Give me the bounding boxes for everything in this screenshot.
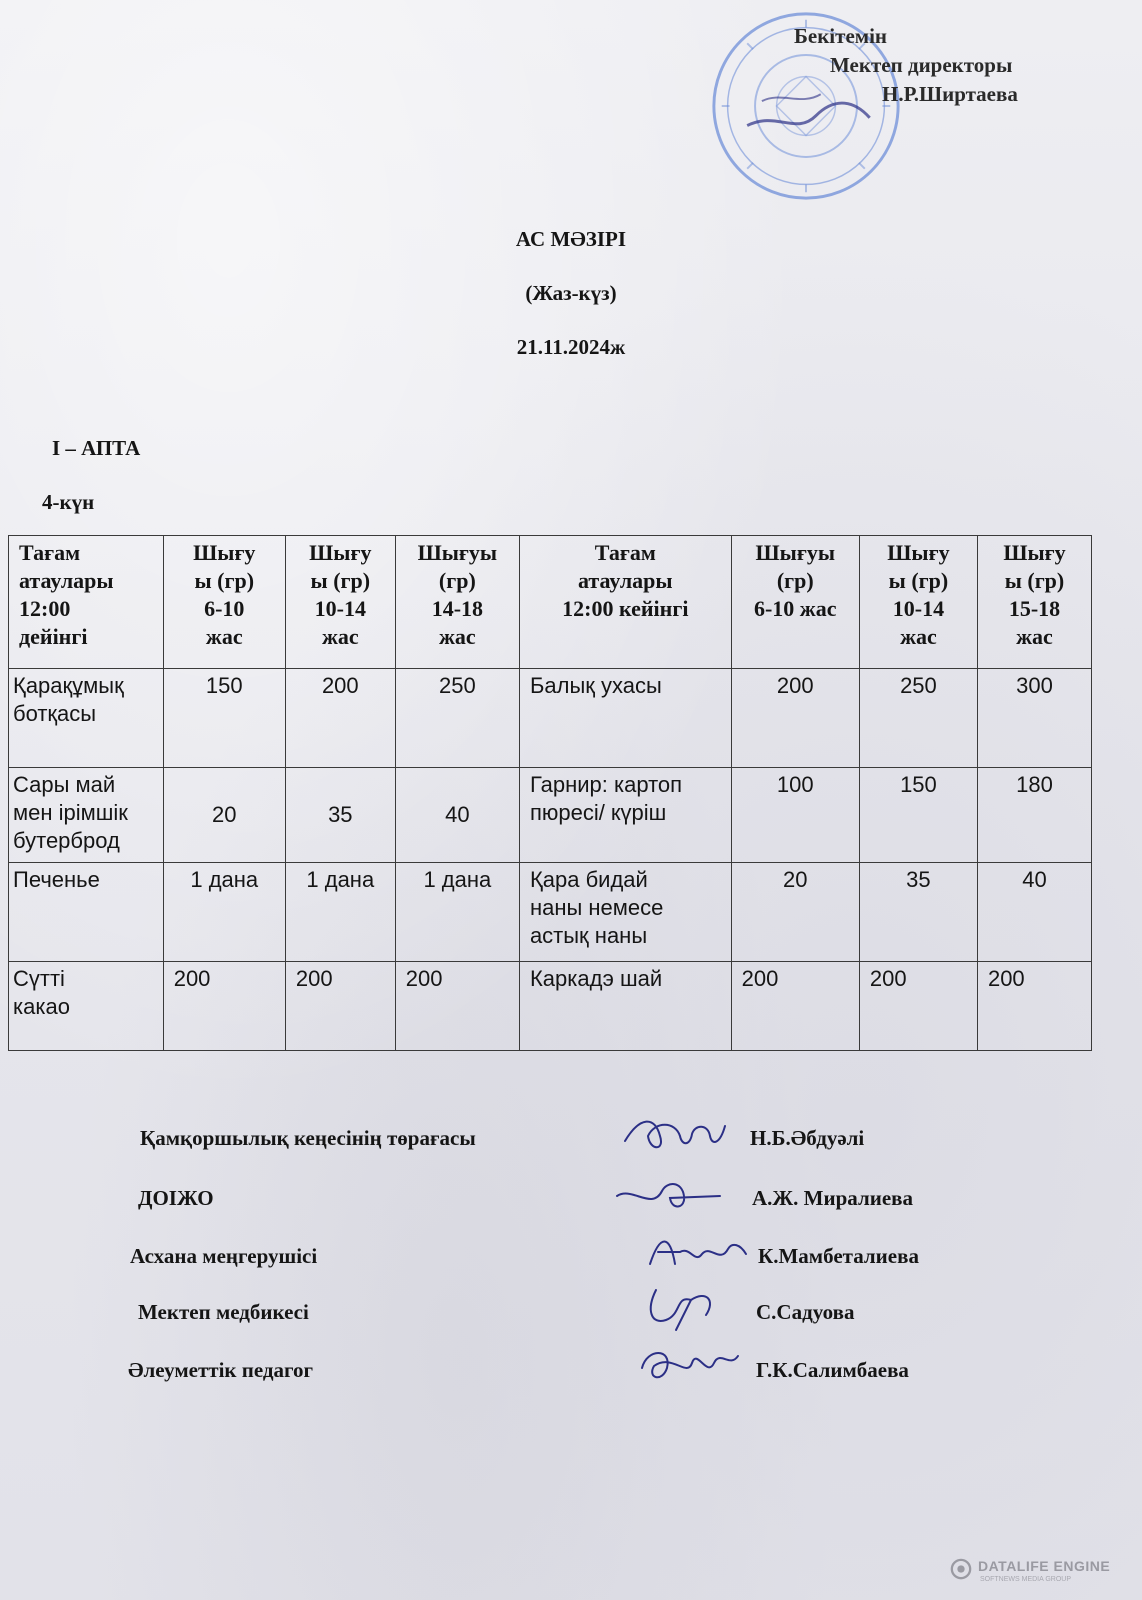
datalife-logo-icon: [950, 1558, 972, 1580]
cell-line: 10-14: [892, 596, 945, 621]
portion-cell: 150: [163, 669, 285, 768]
table-body: [9, 669, 1092, 1051]
portion-cell: 20: [731, 863, 859, 962]
day-label: 4-күн: [42, 490, 95, 514]
cell-line: 6-10 жас: [753, 596, 837, 621]
table-row: [9, 768, 1092, 863]
menu-table: [8, 535, 1092, 1051]
cell-line: 10-14: [314, 596, 366, 621]
dish-name-cell: [9, 962, 164, 1051]
cell-line: ы (гр): [888, 568, 949, 593]
signatory-role: Қамқоршылық кеңесінің төрағасы: [140, 1126, 476, 1150]
cell-line: (гр): [776, 568, 814, 593]
column-header: [9, 536, 164, 669]
handwritten-signature: [636, 1280, 746, 1340]
column-header: [163, 536, 285, 669]
cell-line: Сүтті: [13, 966, 65, 991]
week-label: І – АПТА: [52, 436, 141, 460]
portion-cell: 200: [731, 962, 859, 1051]
table-row: [9, 962, 1092, 1051]
handwritten-signature: [620, 1106, 730, 1166]
portion-cell: 250: [395, 669, 519, 768]
cell-line: пюресі/ күріш: [529, 800, 667, 825]
portion-cell: 40: [977, 863, 1091, 962]
cell-line: жас: [205, 624, 243, 649]
cell-line: Сары май: [13, 772, 116, 797]
handwritten-signature: [632, 1338, 742, 1398]
approval-director-name: Н.Р.Ширтаева: [882, 82, 1018, 106]
dish-name-cell: [9, 669, 164, 768]
watermark-subtitle: SOFTNEWS MEDIA GROUP: [980, 1576, 1072, 1583]
page-title: АС МӘЗІРІ: [515, 227, 627, 251]
cell-line: Шығу: [309, 540, 372, 565]
signatory-role: Әлеуметтік педагог: [128, 1358, 314, 1382]
portion-cell: 35: [285, 768, 395, 863]
watermark: [950, 1556, 1130, 1586]
column-header: [285, 536, 395, 669]
handwritten-signature: [612, 1166, 722, 1226]
cell-line: мен ірімшік: [13, 800, 128, 825]
cell-line: Қарақұмық: [13, 673, 124, 698]
cell-line: Шығуы: [417, 540, 498, 565]
season-label: (Жаз-күз): [525, 281, 617, 305]
portion-cell: 200: [285, 962, 395, 1051]
column-header: [731, 536, 859, 669]
cell-line: 12:00 кейінгі: [562, 596, 689, 621]
portion-cell: 150: [859, 768, 977, 863]
portion-cell: 200: [977, 962, 1091, 1051]
signature-row: [0, 1300, 1142, 1340]
column-header: [977, 536, 1091, 669]
cell-line: Каркадэ шай: [529, 966, 663, 991]
cell-line: астық наны: [529, 923, 648, 948]
dish-name-cell: [9, 863, 164, 962]
signatory-role: ДОІЖО: [138, 1186, 214, 1210]
cell-line: Тағам: [594, 540, 656, 565]
cell-line: жас: [1016, 624, 1053, 649]
portion-cell: 1 дана: [285, 863, 395, 962]
table-row: [9, 863, 1092, 962]
column-header: [519, 536, 731, 669]
cell-line: Тағам: [19, 540, 81, 565]
dish-name-cell: [519, 768, 731, 863]
portion-cell: 200: [731, 669, 859, 768]
portion-cell: 200: [163, 962, 285, 1051]
dish-name-cell: [9, 768, 164, 863]
cell-line: ы (гр): [194, 568, 255, 593]
signature-row: [0, 1244, 1142, 1284]
signature-row: [0, 1186, 1142, 1226]
cell-line: бутерброд: [13, 828, 120, 853]
table-row: [9, 669, 1092, 768]
dish-name-cell: [519, 962, 731, 1051]
handwritten-signature: [640, 1224, 750, 1284]
title-block: [0, 226, 1142, 388]
cell-line: ы (гр): [310, 568, 371, 593]
cell-line: какао: [13, 994, 70, 1019]
signatory-name: С.Садуова: [756, 1300, 855, 1324]
dish-name-cell: [519, 863, 731, 962]
cell-line: Шығу: [1003, 540, 1066, 565]
cell-line: жас: [438, 624, 476, 649]
portion-cell: 40: [395, 768, 519, 863]
cell-line: ы (гр): [1004, 568, 1065, 593]
signature-row: [0, 1358, 1142, 1398]
portion-cell: 1 дана: [163, 863, 285, 962]
cell-line: ботқасы: [13, 701, 97, 726]
cell-line: 15-18: [1008, 596, 1061, 621]
portion-cell: 300: [977, 669, 1091, 768]
portion-cell: 1 дана: [395, 863, 519, 962]
cell-line: 12:00: [19, 596, 71, 621]
approval-position: Мектеп директоры: [830, 53, 1013, 77]
cell-line: 14-18: [431, 596, 484, 621]
portion-cell: 200: [285, 669, 395, 768]
cell-line: жас: [900, 624, 937, 649]
approval-label: Бекітемін: [794, 24, 888, 48]
cell-line: жас: [321, 624, 359, 649]
approval-block: [790, 22, 1090, 109]
cell-line: Шығуы: [755, 540, 836, 565]
portion-cell: 35: [859, 863, 977, 962]
portion-cell: 200: [859, 962, 977, 1051]
portion-cell: 100: [731, 768, 859, 863]
column-header: [395, 536, 519, 669]
cell-line: Қара бидай: [529, 867, 648, 892]
cell-line: Шығу: [887, 540, 950, 565]
cell-line: 6-10: [204, 596, 245, 621]
portion-cell: 20: [163, 768, 285, 863]
signature-row: [0, 1126, 1142, 1166]
cell-line: атаулары: [577, 568, 673, 593]
signatory-role: Асхана меңгерушісі: [130, 1244, 318, 1268]
cell-line: атаулары: [19, 568, 114, 593]
cell-line: Шығу: [193, 540, 256, 565]
signatory-name: К.Мамбеталиева: [758, 1244, 919, 1268]
portion-cell: 180: [977, 768, 1091, 863]
signatory-name: Н.Б.Әбдуәлі: [750, 1126, 865, 1150]
menu-date: 21.11.2024ж: [516, 335, 626, 359]
cell-line: (гр): [438, 568, 476, 593]
signatory-name: Г.К.Салимбаева: [756, 1358, 909, 1382]
table-header-row: [9, 536, 1092, 669]
portion-cell: 250: [859, 669, 977, 768]
column-header: [859, 536, 977, 669]
cell-line: наны немесе: [529, 895, 664, 920]
cell-line: Балық ухасы: [529, 673, 662, 698]
watermark-title: DATALIFE ENGINE: [978, 1558, 1111, 1574]
cell-line: Печенье: [13, 867, 100, 892]
cell-line: Гарнир: картоп: [529, 772, 683, 797]
dish-name-cell: [519, 669, 731, 768]
signatory-name: А.Ж. Миралиева: [752, 1186, 914, 1210]
portion-cell: 200: [395, 962, 519, 1051]
cell-line: дейінгі: [19, 624, 88, 649]
signatory-role: Мектеп медбикесі: [138, 1300, 309, 1324]
